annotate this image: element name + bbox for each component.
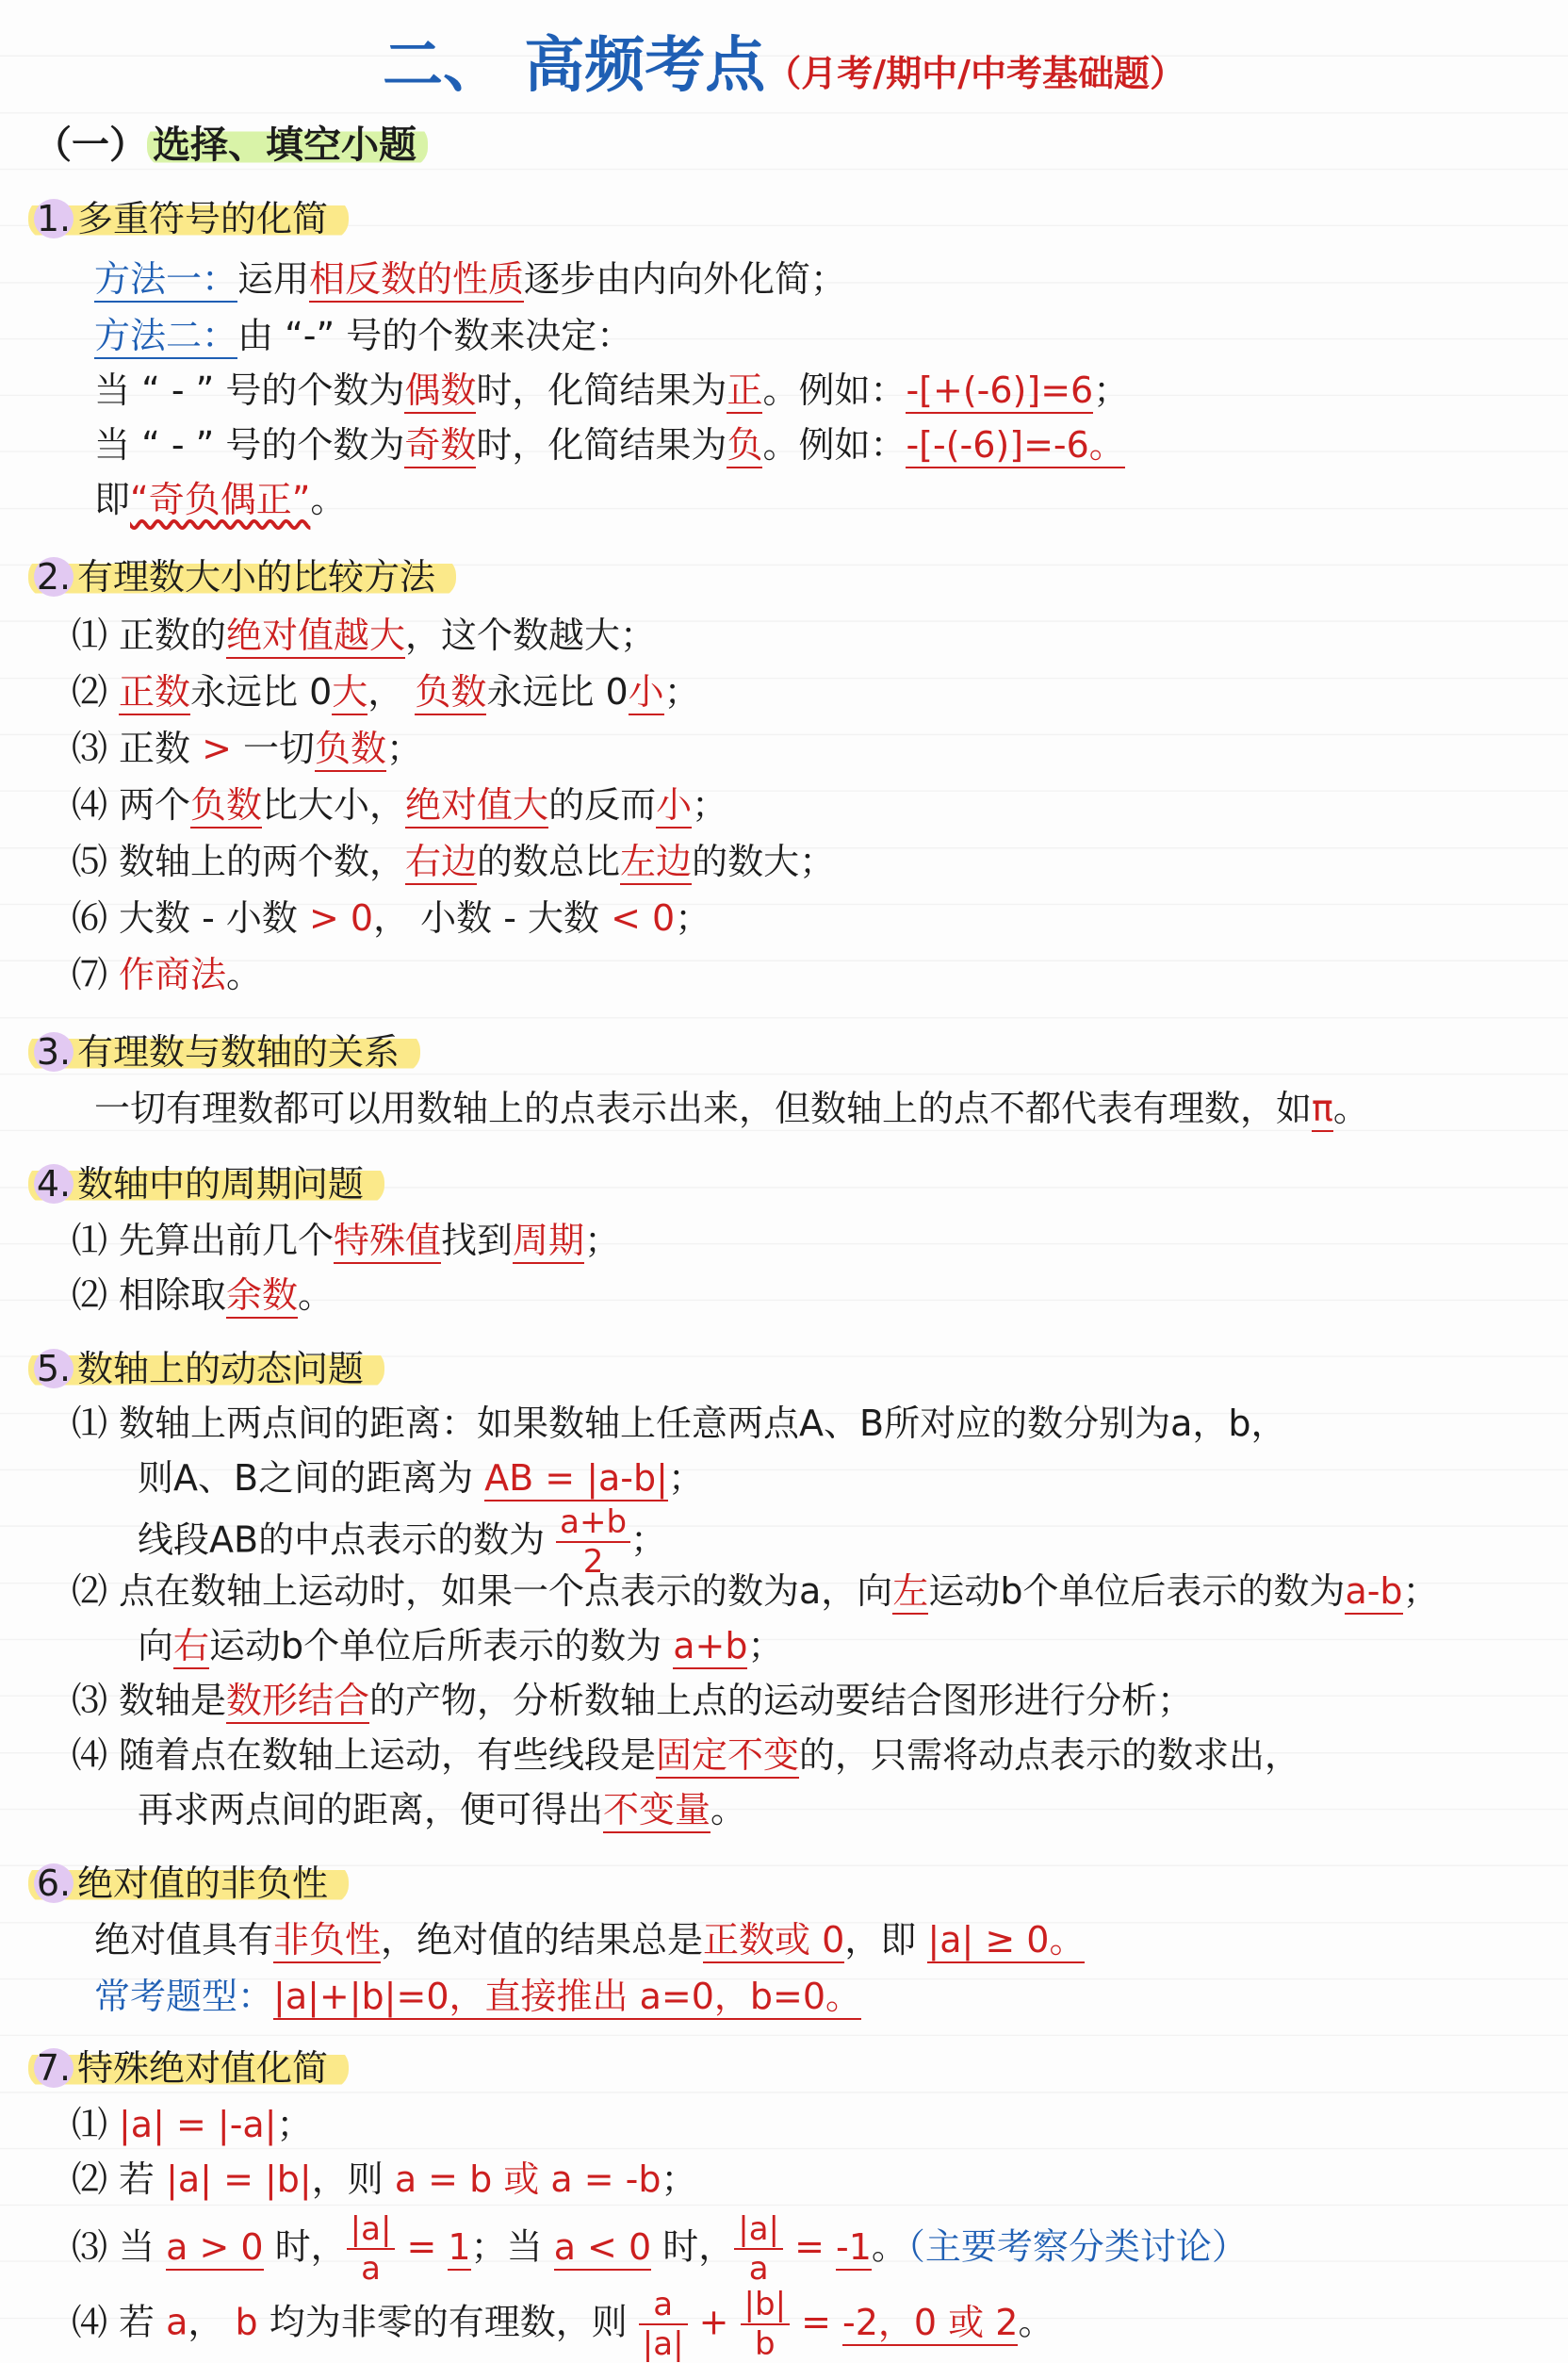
text-s2-i5-n: ⑸ bbox=[72, 841, 108, 882]
text-s7-i3-c: 时， bbox=[263, 2225, 347, 2268]
text-s2-num: 2. bbox=[34, 557, 74, 597]
text-s4-i1-e: ； bbox=[584, 1220, 621, 1261]
text-s2-i2-h: ； bbox=[663, 671, 700, 713]
text-s5-i1-f-top: a+b bbox=[556, 1506, 630, 1543]
text-s4-i2-c: 。 bbox=[298, 1274, 335, 1316]
highlight bbox=[28, 1348, 384, 1389]
text-s6-l1-e: ，即 bbox=[844, 1919, 928, 1961]
part-heading bbox=[34, 121, 1568, 170]
text-s3-t-b: π bbox=[1312, 1088, 1333, 1132]
s1-method-2 bbox=[94, 311, 1568, 360]
s2-item-1 bbox=[72, 611, 1568, 660]
page-title bbox=[0, 17, 1568, 104]
text-s5-i2-b: 左 bbox=[892, 1570, 928, 1615]
text-s7-i2-d: a = b 或 a = -b bbox=[394, 2158, 662, 2200]
text-s2-i3-e: ； bbox=[386, 728, 423, 769]
text-s5-i4-c: 的，只需将动点表示的数求出， bbox=[799, 1734, 1301, 1776]
text-s7-i3-i: = bbox=[783, 2225, 836, 2268]
s7-item-1 bbox=[72, 2100, 1568, 2149]
text-s4-i1-c: 找到 bbox=[441, 1220, 514, 1261]
text-s6-l1-f: |a| ≥ 0。 bbox=[927, 1919, 1085, 1963]
section-4-title: 数轴中的周期问题 bbox=[77, 1163, 365, 1205]
text-s6-l1-c: ，绝对值的结果总是 bbox=[381, 1919, 704, 1961]
text-s5-i1-d: ； bbox=[667, 1457, 704, 1499]
section-5-heading bbox=[28, 1344, 1568, 1393]
fraction-abs-b-over-b bbox=[741, 2286, 791, 2363]
text-s5-i2-n: ⑵ bbox=[72, 1570, 108, 1612]
text-s1-m2-label: 方法二： bbox=[94, 315, 237, 359]
highlight bbox=[28, 1863, 349, 1904]
text-s6-l2-label: 常考题型： bbox=[94, 1976, 274, 2017]
text-s5-i3-b: 数形结合 bbox=[226, 1680, 369, 1724]
text-s2-i3-a: 正数 bbox=[119, 728, 191, 769]
text-s2-i6-n: ⑹ bbox=[72, 897, 108, 939]
text-s7-i4-h: 。 bbox=[1018, 2301, 1054, 2343]
text-s1-odd-a: 当 “ - ” 号的个数为 bbox=[94, 424, 405, 466]
text-s2-i7-a: 作商法 bbox=[119, 954, 227, 995]
section-1-title: 多重符号的化简 bbox=[77, 198, 329, 239]
text-s2-i4-a: 两个 bbox=[119, 784, 191, 826]
s2-item-2 bbox=[72, 667, 1568, 716]
text-s2-i4-c: 比大小， bbox=[262, 784, 406, 826]
text-s7-i4-plus: + bbox=[687, 2301, 741, 2343]
text-s7-i3-n: ⑶ bbox=[72, 2225, 108, 2268]
text-s2-i6-c: ， 小数 - 大数 bbox=[373, 897, 612, 939]
text-s2-i4-n: ⑷ bbox=[72, 784, 108, 826]
text-s7-i3-f2-top: |a| bbox=[734, 2213, 783, 2250]
text-s2-i4-b: 负数 bbox=[190, 784, 262, 829]
section-1-heading bbox=[28, 194, 1568, 243]
text-s7-i3-f: ；当 bbox=[470, 2225, 554, 2268]
text-s1-even-g: ； bbox=[1093, 369, 1130, 411]
text-s7-i4-n: ⑷ bbox=[72, 2301, 108, 2343]
s5-item-4-line-1 bbox=[72, 1731, 1568, 1780]
text-s2-i4-f: 小 bbox=[656, 784, 692, 829]
text-s6-l2-a: |a|+|b|=0， bbox=[273, 1976, 484, 2020]
text-s5-i2-i: a+b bbox=[673, 1625, 747, 1669]
text-s5-i2-j: ； bbox=[747, 1625, 784, 1666]
text-s7-i3-a: 当 bbox=[119, 2225, 167, 2268]
fraction-abs-a-over-a-1 bbox=[347, 2210, 396, 2288]
text-s7-i4-c: ， bbox=[188, 2301, 236, 2343]
s5-item-1-line-2 bbox=[138, 1453, 1568, 1502]
text-s1-sum-b: “奇负偶正” bbox=[130, 479, 311, 520]
fraction-abs-a-over-a-2 bbox=[734, 2210, 783, 2288]
text-s5-i4-a: 随着点在数轴上运动，有些线段是 bbox=[119, 1734, 657, 1776]
text-s5-i2-c: 运动b个单位后表示的数为 bbox=[928, 1570, 1346, 1612]
text-s1-even-d: 正 bbox=[727, 369, 762, 414]
s2-item-4 bbox=[72, 780, 1568, 829]
text-s7-i3-h: 时， bbox=[651, 2225, 735, 2268]
text-s7-i4-a: 若 bbox=[119, 2301, 167, 2343]
text-s7-i2-a: 若 bbox=[119, 2158, 167, 2200]
text-s2-i2-n: ⑵ bbox=[72, 671, 108, 713]
text-s2-i1-c: ，这个数越大； bbox=[405, 615, 657, 656]
highlight bbox=[28, 2047, 349, 2089]
text-s2-i5-c: 的数总比 bbox=[477, 841, 621, 882]
section-2-title: 有理数大小的比较方法 bbox=[77, 556, 436, 598]
text-s5-i2-a: 点在数轴上运动时，如果一个点表示的数为a，向 bbox=[119, 1570, 893, 1612]
text-s2-i3-b: > bbox=[190, 728, 244, 769]
text-s5-i4-b: 固定不变 bbox=[656, 1734, 799, 1779]
s2-item-7 bbox=[72, 950, 1568, 999]
text-s7-i3-f1-bot: a bbox=[361, 2250, 381, 2288]
text-s1-m1-label: 方法一： bbox=[94, 258, 237, 303]
text-s1-even-b: 偶数 bbox=[404, 369, 476, 414]
s5-item-2-line-2 bbox=[138, 1621, 1568, 1670]
text-s7-i2-n: ⑵ bbox=[72, 2158, 108, 2200]
text-s6-l1-d: 正数或 0 bbox=[703, 1919, 844, 1963]
text-s2-i6-e: ； bbox=[675, 897, 711, 939]
text-s5-i1-f-bot: 2 bbox=[582, 1543, 604, 1581]
text-s5-i4-f: 。 bbox=[710, 1789, 747, 1830]
text-s2-i3-n: ⑶ bbox=[72, 728, 108, 769]
text-s5-num: 5. bbox=[34, 1349, 74, 1388]
text-s3-t-a: 一切有理数都可以用数轴上的点表示出来，但数轴上的点不都代表有理数，如 bbox=[94, 1088, 1313, 1129]
text-s7-i3-f2-bot: a bbox=[748, 2250, 769, 2288]
section-2-heading bbox=[28, 552, 1568, 601]
text-s5-i1-n: ⑴ bbox=[72, 1403, 108, 1444]
text-s2-i2-d: ， bbox=[368, 671, 416, 713]
text-s5-i2-d: a-b bbox=[1345, 1570, 1402, 1615]
title-subtitle: （月考/期中/中考基础题） bbox=[765, 53, 1186, 94]
text-s2-i2-g: 小 bbox=[629, 671, 664, 715]
s7-item-3 bbox=[72, 2210, 1568, 2288]
text-s1-even-e: 。例如： bbox=[762, 369, 906, 411]
section-3-title: 有理数与数轴的关系 bbox=[77, 1031, 400, 1073]
section-4-heading bbox=[28, 1159, 1568, 1208]
s1-summary bbox=[94, 475, 1568, 524]
text-s3-t-c: 。 bbox=[1332, 1088, 1369, 1129]
text-s1-sum-a: 即 bbox=[94, 479, 131, 520]
note-classification: （主要考察分类讨论） bbox=[906, 2225, 1248, 2268]
text-s5-i3-a: 数轴是 bbox=[119, 1680, 227, 1721]
text-s5-i1-a: 数轴上两点间的距离：如果数轴上任意两点A、B所对应的数分别为a，b， bbox=[119, 1403, 1287, 1444]
text-s1-sum-c: 。 bbox=[310, 479, 347, 520]
text-s1-even-a: 当 “ - ” 号的个数为 bbox=[94, 369, 405, 411]
text-s1-even-c: 时，化简结果为 bbox=[476, 369, 727, 411]
highlight bbox=[28, 1163, 384, 1205]
text-s5-i1-b: 则A、B之间的距离为 bbox=[138, 1457, 485, 1499]
section-7-title: 特殊绝对值化简 bbox=[77, 2047, 329, 2089]
highlight bbox=[28, 1031, 420, 1073]
text-s1-m2-a: 由 “-” 号的个数来决定： bbox=[237, 315, 633, 356]
text-s5-i2-h: 运动b个单位后所表示的数为 bbox=[209, 1625, 674, 1666]
s1-even-rule bbox=[94, 366, 1568, 415]
s7-item-4 bbox=[72, 2286, 1568, 2363]
text-s7-i2-e: ； bbox=[661, 2158, 697, 2200]
text-s4-i1-n: ⑴ bbox=[72, 1220, 108, 1261]
text-s7-i4-f1-bot: |a| bbox=[642, 2325, 684, 2363]
text-s7-i3-e: 1 bbox=[448, 2226, 470, 2271]
text-s5-i4-d: 再求两点间的距离，便可得出 bbox=[138, 1789, 604, 1830]
text-s4-i1-b: 特殊值 bbox=[334, 1220, 441, 1264]
text-s2-i3-d: 负数 bbox=[315, 728, 386, 772]
text-s4-i1-a: 先算出前几个 bbox=[119, 1220, 335, 1261]
section-6-heading bbox=[28, 1859, 1568, 1908]
text-s6-num: 6. bbox=[34, 1863, 74, 1903]
text-s2-i5-b: 右边 bbox=[405, 841, 477, 885]
text-s2-i1-a: 正数的 bbox=[119, 615, 227, 656]
text-s6-l2-c: a=0，b=0。 bbox=[629, 1976, 862, 2020]
s7-item-2 bbox=[72, 2155, 1568, 2204]
text-s2-i1-n: ⑴ bbox=[72, 615, 108, 656]
text-s1-odd-e: 。例如： bbox=[762, 424, 906, 466]
section-1-number: 1. bbox=[34, 199, 74, 238]
highlight bbox=[28, 198, 349, 239]
text-s1-m1-b: 相反数的性质 bbox=[309, 258, 524, 303]
text-s5-i1-c: AB = |a-b| bbox=[484, 1457, 668, 1501]
text-s2-i3-c: 一切 bbox=[243, 728, 316, 769]
text-s1-even-f: -[+(-6)]=6 bbox=[906, 369, 1093, 414]
section-7-heading bbox=[28, 2043, 1568, 2092]
text-s7-i2-b: |a| = |b| bbox=[166, 2158, 312, 2200]
text-s7-i4-b: a bbox=[166, 2301, 188, 2343]
text-s2-i7-n: ⑺ bbox=[72, 954, 108, 995]
text-s5-i3-n: ⑶ bbox=[72, 1680, 108, 1721]
text-s7-i4-d: b bbox=[235, 2301, 258, 2343]
text-s5-i2-f: 向 bbox=[138, 1625, 174, 1666]
text-s5-i3-c: 的产物，分析数轴上点的运动要结合图形进行分析； bbox=[369, 1680, 1194, 1721]
s2-item-6 bbox=[72, 894, 1568, 943]
text-s7-i3-b: a > 0 bbox=[166, 2226, 263, 2271]
text-s5-i1-e: 线段AB的中点表示的数为 bbox=[138, 1518, 557, 1561]
text-s7-i4-g: -2，0 或 2 bbox=[842, 2302, 1018, 2346]
text-s7-i3-f1-top: |a| bbox=[347, 2213, 396, 2250]
text-s7-i3-d: = bbox=[395, 2225, 449, 2268]
text-s7-i4-f2-bot: b bbox=[754, 2325, 776, 2363]
text-s1-m1-c: 逐步由内向外化简； bbox=[524, 258, 847, 300]
text-s1-odd-f: -[-(-6)]=-6。 bbox=[906, 424, 1124, 468]
text-s4-num: 4. bbox=[34, 1164, 74, 1204]
s2-item-5 bbox=[72, 837, 1568, 886]
text-s2-i5-d: 左边 bbox=[620, 841, 692, 885]
text-s2-i1-b: 绝对值越大 bbox=[226, 615, 405, 659]
part-label: 选择、填空小题 bbox=[147, 123, 428, 167]
text-s5-i4-n: ⑷ bbox=[72, 1734, 108, 1776]
section-3-heading bbox=[28, 1027, 1568, 1076]
text-s4-i1-d: 周期 bbox=[513, 1220, 584, 1264]
text-s7-i1-a: |a| = |-a| bbox=[119, 2104, 277, 2145]
text-s2-i2-c: 大 bbox=[332, 671, 368, 715]
s2-item-3 bbox=[72, 724, 1568, 773]
text-s2-i2-f: 永远比 0 bbox=[486, 671, 629, 713]
text-s1-m1-a: 运用 bbox=[237, 258, 310, 300]
text-s2-i4-e: 的反而 bbox=[548, 784, 657, 826]
text-s2-i6-a: 大数 - 小数 bbox=[119, 897, 309, 939]
title-main: 二、 高频考点 bbox=[382, 30, 766, 101]
text-s2-i5-a: 数轴上的两个数， bbox=[119, 841, 406, 882]
highlight bbox=[28, 556, 456, 598]
s6-line-2 bbox=[94, 1972, 1568, 2021]
text-s7-i1-b: ； bbox=[276, 2104, 313, 2145]
text-s1-odd-c: 时，化简结果为 bbox=[476, 424, 727, 466]
text-s7-i4-e: 均为非零的有理数，则 bbox=[257, 2301, 639, 2343]
text-s2-i6-d: < 0 bbox=[611, 897, 676, 939]
text-s6-l1-b: 非负性 bbox=[273, 1919, 381, 1963]
text-s4-i2-a: 相除取 bbox=[119, 1274, 227, 1316]
text-s2-i2-b: 永远比 0 bbox=[190, 671, 333, 713]
text-s2-i7-b: 。 bbox=[226, 954, 263, 995]
text-s7-i4-f: = bbox=[790, 2301, 843, 2343]
text-s1-odd-d: 负 bbox=[727, 424, 762, 468]
text-s3-num: 3. bbox=[34, 1032, 74, 1072]
text-s2-i2-a: 正数 bbox=[119, 671, 190, 715]
text-s2-i5-e: 的数大； bbox=[692, 841, 836, 882]
text-s5-i2-e: ； bbox=[1402, 1570, 1439, 1612]
section-6-title: 绝对值的非负性 bbox=[77, 1863, 329, 1904]
text-s4-i2-n: ⑵ bbox=[72, 1274, 108, 1316]
text-s2-i6-b: > 0 bbox=[308, 897, 374, 939]
text-s7-i4-f1-top: a bbox=[639, 2289, 688, 2325]
s5-item-2-line-1 bbox=[72, 1567, 1568, 1616]
text-s7-i2-c: ，则 bbox=[311, 2158, 395, 2200]
text-s5-i2-g: 右 bbox=[173, 1625, 209, 1669]
s5-item-4-line-2 bbox=[138, 1785, 1568, 1834]
s5-item-3 bbox=[72, 1676, 1568, 1725]
s6-line-1 bbox=[94, 1915, 1568, 1964]
text-s4-i2-b: 余数 bbox=[226, 1274, 298, 1319]
text-s6-l1-a: 绝对值具有 bbox=[94, 1919, 274, 1961]
text-s7-i1-n: ⑴ bbox=[72, 2104, 108, 2145]
text-s7-i3-g: a < 0 bbox=[554, 2226, 651, 2271]
text-s5-i1-g: ； bbox=[630, 1518, 667, 1561]
text-s1-odd-b: 奇数 bbox=[404, 424, 476, 468]
text-s7-i3-j: -1 bbox=[836, 2226, 872, 2271]
text-s2-i4-g: ； bbox=[692, 784, 728, 826]
text-s7-i3-k: 。 bbox=[871, 2225, 907, 2268]
s3-text bbox=[94, 1084, 1568, 1133]
s1-method-1 bbox=[94, 254, 1568, 304]
s4-item-1 bbox=[72, 1216, 1568, 1265]
s1-odd-rule bbox=[94, 420, 1568, 469]
part-prefix: （一） bbox=[34, 123, 147, 167]
text-s2-i4-d: 绝对值大 bbox=[405, 784, 548, 829]
text-s6-l2-b: 直接推出 bbox=[485, 1976, 629, 2020]
section-5-title: 数轴上的动态问题 bbox=[77, 1348, 365, 1389]
text-s7-i4-f2-top: |b| bbox=[741, 2289, 791, 2325]
text-s2-i2-e: 负数 bbox=[415, 671, 486, 715]
fraction-a-over-abs-a bbox=[639, 2286, 688, 2363]
s4-item-2 bbox=[72, 1271, 1568, 1320]
text-s5-i4-e: 不变量 bbox=[603, 1789, 710, 1833]
s5-item-1-line-1 bbox=[72, 1399, 1568, 1448]
text-s7-num: 7. bbox=[34, 2048, 74, 2088]
